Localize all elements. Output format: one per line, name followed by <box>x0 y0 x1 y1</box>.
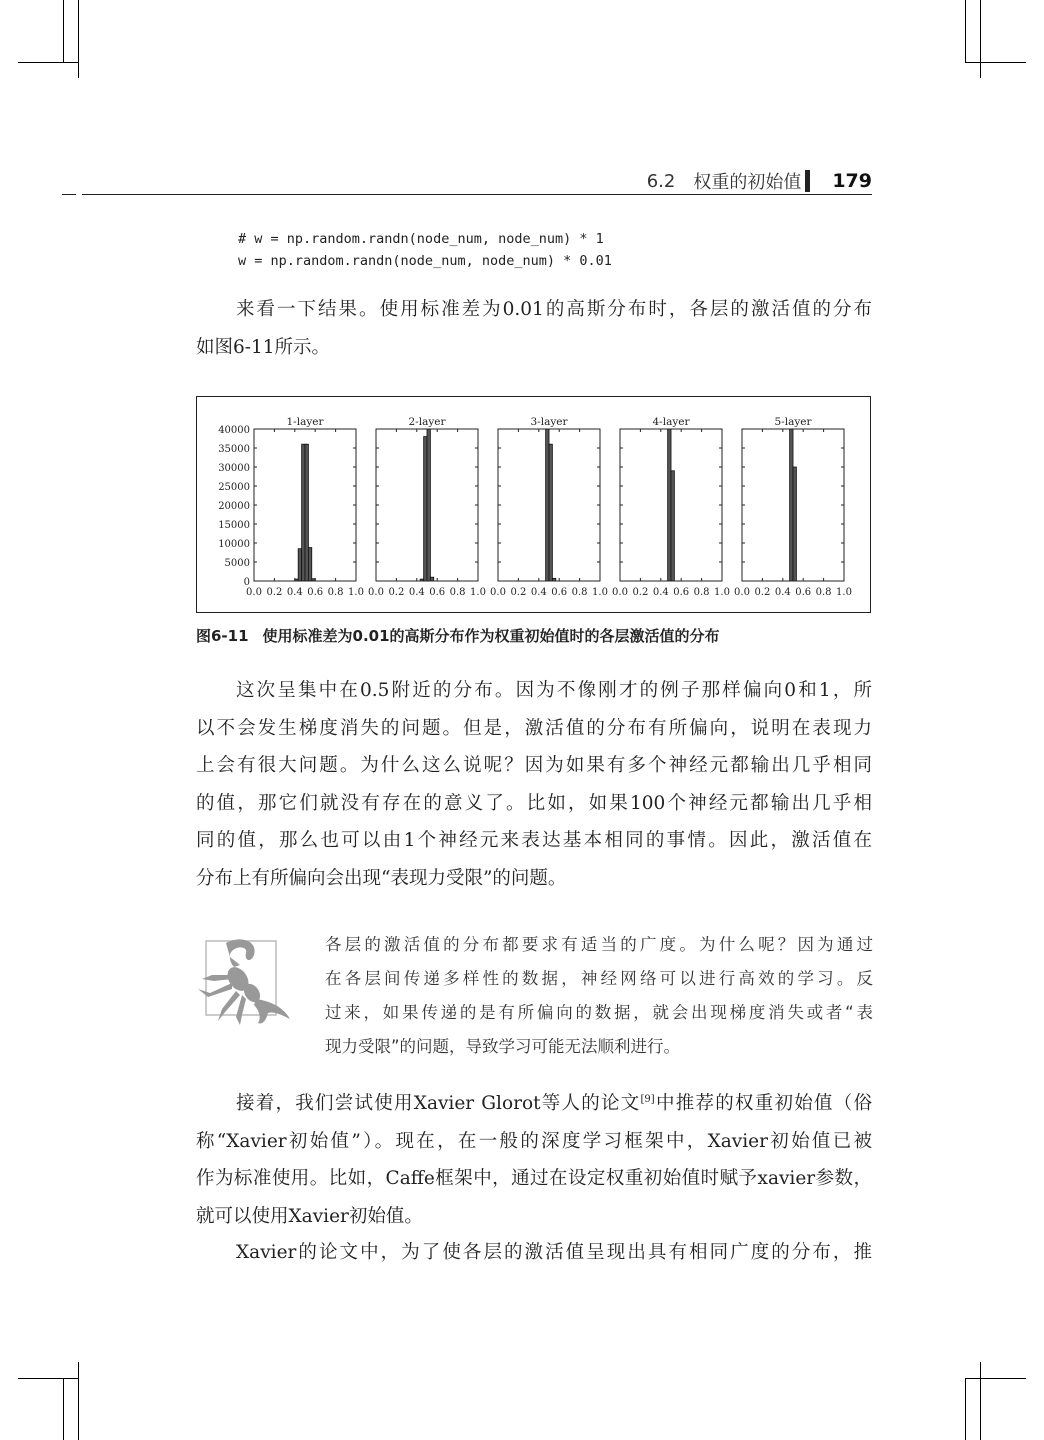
figure-number: 图6-11 <box>196 627 249 645</box>
text-line: 就可以使用Xavier初始值。 <box>196 1205 423 1227</box>
x-tick-label: 0.8 <box>693 587 710 598</box>
caption-text: 使用标准差为0.01的高斯分布作为权重初始值时的各层激活值的分布 <box>262 627 720 645</box>
x-tick-label: 1.0 <box>470 587 486 598</box>
text-line: Xavier的论文中，为了使各层的激活值呈现出具有相同广度的分布，推 <box>236 1242 872 1263</box>
x-tick-label: 1.0 <box>836 587 852 598</box>
running-header <box>647 168 872 194</box>
histogram-bar <box>546 429 549 581</box>
crop-mark <box>63 0 64 62</box>
paragraph-1 <box>196 291 872 366</box>
subplot-title: 2-layer <box>408 416 446 428</box>
x-tick-label: 0.6 <box>551 587 568 598</box>
x-tick-label: 0.4 <box>652 587 669 598</box>
subplot-title: 3-layer <box>530 416 568 428</box>
crop-mark <box>78 0 79 78</box>
x-tick-label: 0.0 <box>246 587 262 598</box>
crop-mark <box>18 1378 79 1379</box>
note-line: 过来，如果传递的是有所偏向的数据，就会出现梯度消失或者“表 <box>325 1003 873 1022</box>
histogram-bar <box>790 429 793 581</box>
text-line: 分布上有所偏向会出现“表现力受限”的问题。 <box>196 867 567 889</box>
section-title: 权重的初始值 <box>693 172 802 193</box>
figure-6-11 <box>196 396 871 613</box>
header-bar <box>805 170 810 192</box>
histogram-bar <box>308 548 311 581</box>
x-tick-label: 0.8 <box>449 587 466 598</box>
text-segment: 接着，我们尝试使用Xavier Glorot等人的论文 <box>236 1093 641 1114</box>
note-line: 在各层间传递多样性的数据，神经网络可以进行高效的学习。反 <box>325 969 873 988</box>
header-rule <box>62 194 76 195</box>
text-line: 的值，那它们就没有存在的意义了。比如，如果100个神经元都输出几乎相 <box>196 792 872 814</box>
crop-mark <box>965 1378 1026 1379</box>
histogram-chart <box>197 397 872 614</box>
crop-mark <box>78 1362 79 1440</box>
crop-mark <box>980 1362 981 1440</box>
crop-mark <box>980 0 981 78</box>
text-line: 同的值，那么也可以由1个神经元来表达基本相同的事情。因此，激活值在 <box>196 830 872 851</box>
histogram-bar <box>305 444 308 581</box>
y-tick-label: 15000 <box>218 520 250 531</box>
paragraph-3 <box>196 1085 872 1235</box>
x-tick-label: 0.2 <box>632 587 649 598</box>
y-tick-label: 0 <box>243 577 250 588</box>
x-tick-label: 0.6 <box>795 587 812 598</box>
text-line: 称“Xavier初始值”）。现在，在一般的深度学习框架中，Xavier初始值已被 <box>196 1130 872 1152</box>
y-tick-label: 40000 <box>218 425 250 436</box>
y-tick-label: 30000 <box>218 463 250 474</box>
y-tick-label: 5000 <box>224 558 250 569</box>
text-line: 作为标准使用。比如，Caffe框架中，通过在设定权重初始值时赋予xavier参数， <box>196 1168 872 1189</box>
x-tick-label: 0.6 <box>429 587 446 598</box>
histogram-bar <box>302 444 305 581</box>
text-line: 这次呈集中在0.5附近的分布。因为不像刚才的例子那样偏向0和1，所 <box>236 680 872 701</box>
crop-mark <box>18 62 79 63</box>
header-rule <box>82 194 872 195</box>
x-tick-label: 0.0 <box>368 587 384 598</box>
subplot-title: 5-layer <box>774 416 812 428</box>
x-tick-label: 0.4 <box>530 587 547 598</box>
text-line: 来看一下结果。使用标准差为0.01的高斯分布时，各层的激活值的分布 <box>236 299 872 320</box>
paragraph-4 <box>196 1234 872 1272</box>
x-tick-label: 0.4 <box>286 587 303 598</box>
text-line <box>196 1085 872 1123</box>
x-tick-label: 0.2 <box>266 587 283 598</box>
x-tick-label: 0.6 <box>307 587 324 598</box>
y-tick-label: 35000 <box>218 444 250 455</box>
y-tick-label: 10000 <box>218 539 250 550</box>
crop-mark <box>965 0 966 62</box>
figure-caption <box>196 625 720 646</box>
section-number: 6.2 <box>646 170 676 192</box>
histogram-bar <box>298 549 301 581</box>
subplot-title: 4-layer <box>652 416 690 428</box>
x-tick-label: 0.2 <box>388 587 405 598</box>
x-tick-label: 1.0 <box>348 587 364 598</box>
y-tick-label: 20000 <box>218 501 250 512</box>
x-tick-label: 0.8 <box>327 587 344 598</box>
x-tick-label: 0.6 <box>673 587 690 598</box>
scorpion-note-icon <box>196 935 296 1031</box>
x-tick-label: 0.2 <box>754 587 771 598</box>
histogram-bar <box>430 577 433 581</box>
code-line: w = np.random.randn(node_num, node_num) * 0.01 <box>238 253 612 269</box>
x-tick-label: 0.2 <box>510 587 527 598</box>
note-line: 现力受限”的问题，导致学习可能无法顺利进行。 <box>325 1037 681 1056</box>
text-line: 上会有很大问题。为什么这么说呢？因为如果有多个神经元都输出几乎相同 <box>196 755 872 776</box>
page-number: 179 <box>832 170 872 192</box>
histogram-bar <box>671 471 674 581</box>
histogram-bar <box>549 444 552 581</box>
paragraph-2 <box>196 672 872 897</box>
crop-mark <box>63 1378 64 1440</box>
histogram-bar <box>424 437 427 581</box>
y-tick-label: 25000 <box>218 482 250 493</box>
x-tick-label: 0.8 <box>815 587 832 598</box>
text-line: 以不会发生梯度消失的问题。但是，激活值的分布有所偏向，说明在表现力 <box>196 717 872 739</box>
x-tick-label: 0.4 <box>774 587 791 598</box>
histogram-bar <box>427 429 430 581</box>
histogram-bar <box>793 467 796 581</box>
x-tick-label: 1.0 <box>592 587 608 598</box>
code-block <box>238 228 612 272</box>
subplot-title: 1-layer <box>286 416 324 428</box>
x-tick-label: 0.4 <box>408 587 425 598</box>
x-tick-label: 0.8 <box>571 587 588 598</box>
crop-mark <box>965 62 1026 63</box>
citation-reference[interactable]: [9] <box>640 1093 655 1105</box>
x-tick-label: 0.0 <box>490 587 506 598</box>
x-tick-label: 0.0 <box>734 587 750 598</box>
histogram-bar <box>668 429 671 581</box>
text-line: 如图6-11所示。 <box>196 336 331 358</box>
note-box <box>325 928 873 1064</box>
code-line: # w = np.random.randn(node_num, node_num) * 1 <box>238 231 604 247</box>
x-tick-label: 1.0 <box>714 587 730 598</box>
note-line: 各层的激活值的分布都要求有适当的广度。为什么呢？因为通过 <box>325 935 873 954</box>
text-segment: 中推荐的权重初始值（俗 <box>654 1093 872 1114</box>
x-tick-label: 0.0 <box>612 587 628 598</box>
crop-mark <box>965 1378 966 1440</box>
